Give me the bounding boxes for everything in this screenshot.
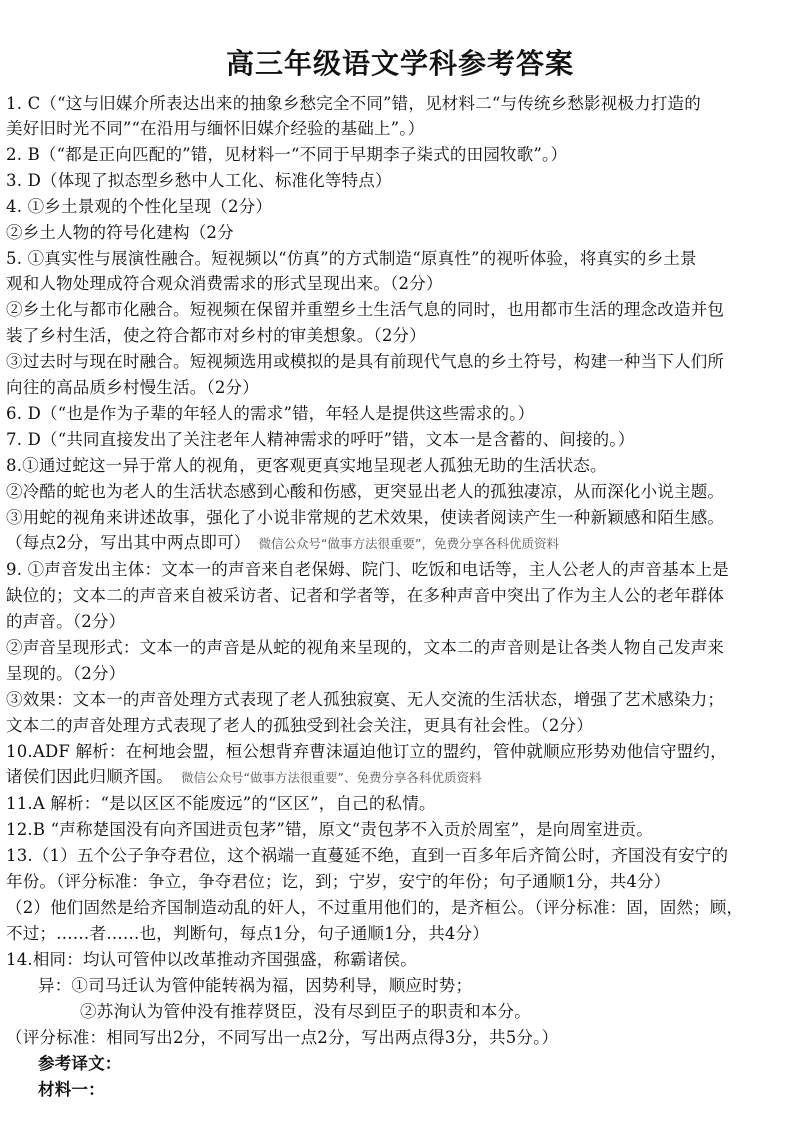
answer-line: ②苏洵认为管仲没有推荐贤臣，没有尽到臣子的职责和本分。: [80, 1002, 531, 1021]
answer-line: 8.①通过蛇这一异于常人的视角，更客观更真实地呈现老人孤独无助的生活状态。: [6, 456, 607, 475]
watermark-text: 微信公众号“做事方法很重要”、免费分享各科优质资料: [181, 770, 482, 785]
section-heading: 材料一：: [38, 1080, 105, 1099]
answer-line: 6. D（“也是作为子辈的年轻人的需求”错，年轻人是提供这些需求的。）: [6, 404, 535, 423]
answer-line: 年份。（评分标准：争立，争夺君位；讫，到；宁岁，安宁的年份；句子通顺1分，共4分）: [6, 872, 671, 891]
answer-line: 缺位的；文本二的声音来自被采访者、记者和学者等，在多种声音中突出了作为主人公的老年群体: [6, 586, 725, 605]
answer-line-text: 诸侯们因此归顺齐国。: [6, 767, 173, 786]
answer-line: [6, 765, 796, 790]
answer-line: 3. D（体现了拟态型乡愁中人工化、标准化等特点）: [6, 171, 392, 190]
answer-line: ②声音呈现形式：文本一的声音是从蛇的视角来呈现的，文本二的声音则是让各类人物自己发声来: [6, 638, 725, 657]
answer-line: ②冷酷的蛇也为老人的生活状态感到心酸和伤感，更突显出老人的孤独凄凉，从而深化小说主题。: [6, 482, 725, 501]
answer-line: 1. C（“这与旧媒介所表达出来的抽象乡愁完全不同”错，见材料二“与传统乡愁影视极力打造的: [6, 94, 701, 113]
answer-line: 装了乡村生活，使之符合都市对乡村的审美想象。（2分）: [6, 326, 426, 345]
answer-line: 5. ①真实性与展演性融合。短视频以“仿真”的方式制造“原真性”的视听体验，将真实的乡土景: [6, 249, 697, 268]
section-heading: 参考译文：: [38, 1054, 122, 1073]
answer-line: 观和人物处理成符合观众消费需求的形式呈现出来。（2分）: [6, 274, 443, 293]
answer-line: ③效果：文本一的声音处理方式表现了老人孤独寂寞、无人交流的生活状态，增强了艺术感染力；: [6, 690, 725, 709]
answer-line: [6, 531, 796, 556]
answer-line: 的声音。（2分）: [6, 612, 126, 631]
answer-line: 11.A 解析：“是以区区不能废远”的“区区”，自己的私情。: [6, 794, 436, 813]
answer-line: 12.B “声称楚国没有向齐国进贡包茅”错，原文“责包茅不入贡於周室”，是向周室进贡。: [6, 820, 653, 839]
answer-line: ③用蛇的视角来讲述故事，强化了小说非常规的艺术效果，使读者阅读产生一种新颖感和陌生感。: [6, 508, 725, 527]
answer-line: ③过去时与现在时融合。短视频选用或模拟的是具有前现代气息的乡土符号，构建一种当下人们所: [6, 352, 725, 371]
answer-line: 10.ADF 解析：在柯地会盟，桓公想背弃曹沫逼迫他订立的盟约，管仲就顺应形势劝他信守盟约，: [6, 742, 727, 761]
answer-line: 不过；……者……也，判断句，每点1分，句子通顺1分，共4分）: [6, 924, 489, 943]
answer-line: ②乡土化与都市化融合。短视频在保留并重塑乡土生活气息的同时，也用都市生活的理念改造并包: [6, 300, 725, 319]
answer-line: 14.相同：均认可管仲以改革推动齐国强盛，称霸诸侯。: [6, 950, 417, 969]
answer-line: 文本二的声音处理方式表现了老人的孤独受到社会关注，更具有社会性。（2分）: [6, 716, 593, 735]
answer-line: 9. ①声音发出主体：文本一的声音来自老保姆、院门、吃饭和电话等，主人公老人的声音基本上是: [6, 560, 729, 579]
answer-line: 4. ①乡土景观的个性化呈现（2分）: [6, 197, 273, 216]
answer-line: ②乡土人物的符号化建构（2分: [6, 223, 234, 242]
answer-line: （评分标准：相同写出2分，不同写出一点2分，写出两点得3分，共5分。）: [6, 1028, 559, 1047]
answer-line: 呈现的。（2分）: [6, 664, 126, 683]
answer-line: 13.（1）五个公子争夺君位，这个祸端一直蔓延不绝，直到一百多年后齐简公时，齐国没有安宁的: [6, 846, 729, 865]
answer-line: 向往的高品质乡村慢生活。（2分）: [6, 378, 259, 397]
answer-line-text: （每点2分，写出其中两点即可）: [6, 533, 251, 552]
watermark-text: 微信公众号“做事方法很重要”，免费分享各科优质资料: [258, 536, 559, 551]
answer-line: 2. B（“都是正向匹配的”错，见材料一“不同于早期李子柒式的田园牧歌”。）: [6, 145, 568, 164]
answer-line: 异：①司马迁认为管仲能转祸为福，因势利导，顺应时势；: [38, 976, 473, 995]
answer-line: （2）他们固然是给齐国制造动乱的奸人，不过重用他们的，是齐桓公。（评分标准：固，固然；顾，: [6, 898, 744, 917]
answer-line: 7. D（“共同直接发出了关注老年人精神需求的呼吁”错，文本一是含蓄的、间接的。）: [6, 430, 635, 449]
page-title: 高三年级语文学科参考答案: [225, 47, 574, 80]
answer-line: 美好旧时光不同”“在沿用与缅怀旧媒介经验的基础上”。）: [6, 119, 425, 138]
